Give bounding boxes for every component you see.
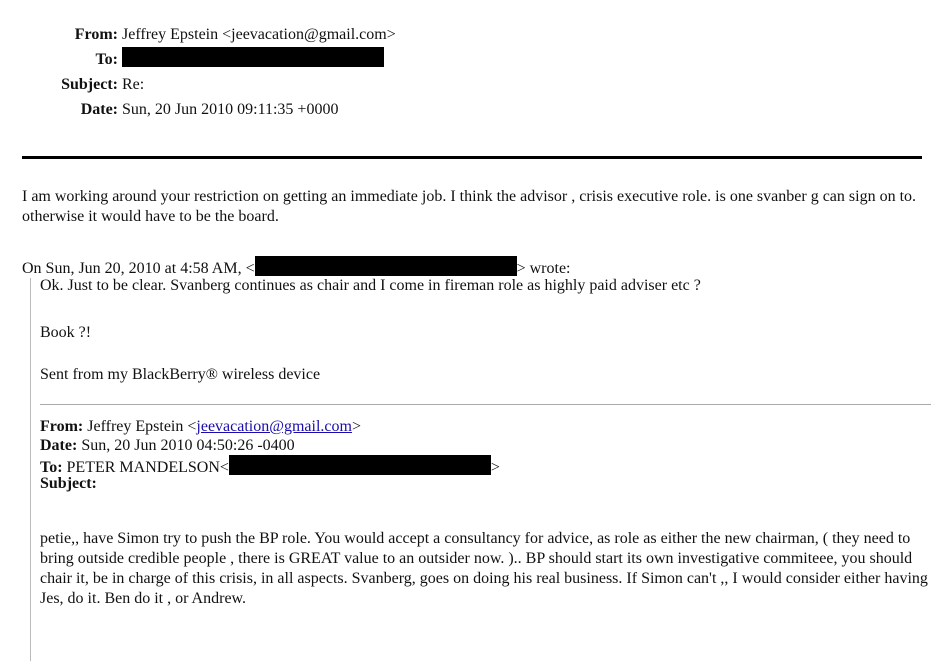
fwd-date-value: Sun, 20 Jun 2010 04:50:26 -0400 (81, 437, 295, 454)
fwd-subject-row (40, 474, 500, 493)
date-value: Sun, 20 Jun 2010 09:11:35 +0000 (122, 101, 339, 118)
subject-label: Subject: (61, 76, 118, 93)
attribution-prefix: On Sun, Jun 20, 2010 at 4:58 AM, < (22, 260, 255, 277)
fwd-to-close: > (490, 459, 500, 476)
header-to-row (0, 47, 396, 72)
header-from-row (0, 22, 396, 47)
forwarded-header (40, 417, 500, 493)
fwd-date-row (40, 436, 500, 455)
from-value: Jeffrey Epstein <jeevacation@gmail.com> (122, 26, 396, 43)
fwd-from-email-link[interactable]: jeevacation@gmail.com (196, 418, 352, 435)
fwd-subject-label: Subject: (40, 475, 97, 492)
fwd-to-row (40, 455, 500, 474)
quoted-line-1: Ok. Just to be clear. Svanberg continues as chair and I come in fireman role as highly paid adviser etc ? (40, 277, 701, 294)
fwd-from-name: Jeffrey Epstein < (87, 418, 197, 435)
fwd-to-value: PETER MANDELSON< (66, 459, 229, 476)
message-body: I am working around your restriction on getting an immediate job. I think the advisor , crisis executive role. is one svanber g can sign on to. otherwise it would have to be the board. (22, 188, 917, 225)
quoted-line-2: Book ?! (40, 324, 92, 341)
fwd-from-label: From: (40, 418, 84, 435)
quoted-message (30, 278, 950, 661)
redaction-block (122, 47, 384, 67)
fwd-from-close: > (351, 418, 361, 435)
quoted-signature: Sent from my BlackBerry® wireless device (40, 366, 321, 383)
from-label: From: (74, 26, 118, 43)
attribution-suffix: > wrote: (516, 260, 571, 277)
header-date-row (0, 97, 396, 122)
fwd-from-row (40, 417, 500, 436)
header-divider (22, 156, 922, 159)
forwarded-message-body: petie,, have Simon try to push the BP role. You would accept a consultancy for advice, as role as either the new chairman, ( they need to bring outside credible people , there is GREAT value to an outsider now. ).. BP should start its own investigative commiteee, you should chair it, be in charge of this crisis, in all aspects. Svanberg, goes on doing his real business. If Simon can't ,, I would consider either having Jes, do it. Ben do it , or Andrew. (40, 530, 928, 607)
fwd-to-label: To: (40, 459, 63, 476)
header-subject-row (0, 72, 396, 97)
fwd-date-label: Date: (40, 437, 78, 454)
redaction-block (229, 455, 491, 475)
redaction-block (255, 256, 517, 276)
email-header (0, 22, 396, 122)
subject-value: Re: (122, 76, 145, 93)
to-label: To: (95, 51, 118, 68)
date-label: Date: (80, 101, 118, 118)
quoted-divider (40, 404, 931, 405)
